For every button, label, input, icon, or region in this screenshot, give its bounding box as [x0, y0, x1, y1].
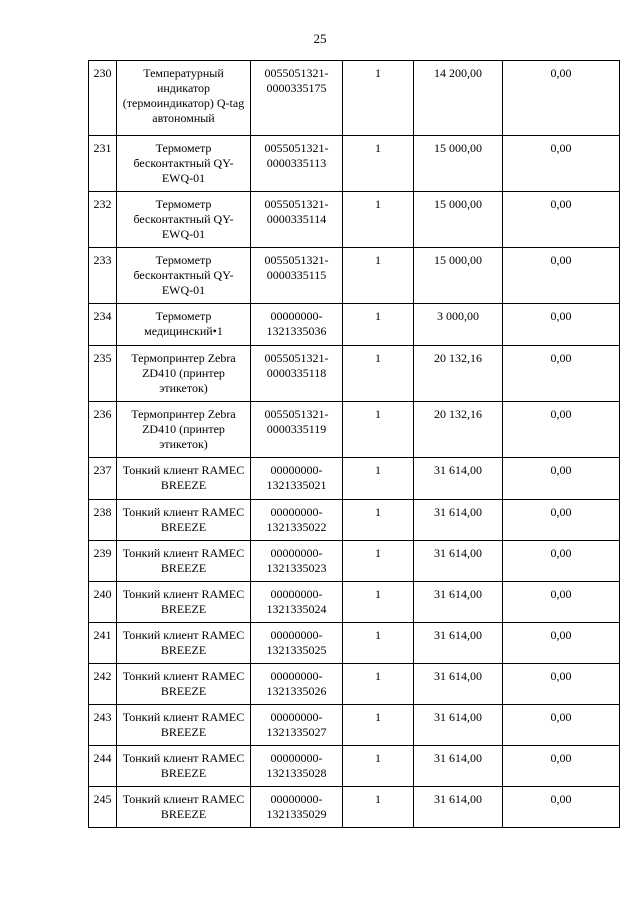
- item-name-cell: Термопринтер Zebra ZD410 (принтер этикеток): [117, 402, 251, 458]
- item-name-cell: Термометр бесконтактный QY-EWQ-01: [117, 248, 251, 304]
- residual-value-cell: 0,00: [503, 500, 620, 541]
- quantity-cell: 1: [343, 541, 414, 582]
- quantity-cell: 1: [343, 664, 414, 705]
- inventory-code-cell: 0055051321-0000335113: [251, 136, 343, 192]
- table-row: [89, 458, 620, 500]
- inventory-code-cell: 0055051321-0000335118: [251, 346, 343, 402]
- book-value-cell: 31 614,00: [414, 664, 503, 705]
- residual-value-cell: 0,00: [503, 346, 620, 402]
- item-name-cell: Тонкий клиент RAMEC BREEZE: [117, 582, 251, 623]
- quantity-cell: 1: [343, 623, 414, 664]
- item-name-cell: Термометр бесконтактный QY-EWQ-01: [117, 192, 251, 248]
- item-name-cell: Тонкий клиент RAMEC BREEZE: [117, 541, 251, 582]
- quantity-cell: 1: [343, 458, 414, 500]
- book-value-cell: 3 000,00: [414, 304, 503, 346]
- row-number-cell: 232: [89, 192, 117, 248]
- book-value-cell: 15 000,00: [414, 136, 503, 192]
- table-row: [89, 346, 620, 402]
- residual-value-cell: 0,00: [503, 746, 620, 787]
- inventory-code-cell: 0055051321-0000335115: [251, 248, 343, 304]
- quantity-cell: 1: [343, 346, 414, 402]
- row-number-cell: 233: [89, 248, 117, 304]
- book-value-cell: 31 614,00: [414, 582, 503, 623]
- row-number-cell: 240: [89, 582, 117, 623]
- inventory-code-cell: 00000000-1321335025: [251, 623, 343, 664]
- item-name-cell: Тонкий клиент RAMEC BREEZE: [117, 705, 251, 746]
- inventory-code-cell: 00000000-1321335027: [251, 705, 343, 746]
- inventory-code-cell: 00000000-1321335022: [251, 500, 343, 541]
- item-name-cell: Тонкий клиент RAMEC BREEZE: [117, 746, 251, 787]
- book-value-cell: 20 132,16: [414, 346, 503, 402]
- quantity-cell: 1: [343, 304, 414, 346]
- inventory-code-cell: 00000000-1321335026: [251, 664, 343, 705]
- inventory-code-cell: 00000000-1321335036: [251, 304, 343, 346]
- quantity-cell: 1: [343, 248, 414, 304]
- book-value-cell: 15 000,00: [414, 192, 503, 248]
- inventory-code-cell: 0055051321-0000335114: [251, 192, 343, 248]
- book-value-cell: 31 614,00: [414, 746, 503, 787]
- table-row: [89, 192, 620, 248]
- inventory-code-cell: 0055051321-0000335119: [251, 402, 343, 458]
- item-name-cell: Тонкий клиент RAMEC BREEZE: [117, 500, 251, 541]
- row-number-cell: 239: [89, 541, 117, 582]
- residual-value-cell: 0,00: [503, 787, 620, 828]
- residual-value-cell: 0,00: [503, 664, 620, 705]
- row-number-cell: 241: [89, 623, 117, 664]
- residual-value-cell: 0,00: [503, 623, 620, 664]
- quantity-cell: 1: [343, 705, 414, 746]
- quantity-cell: 1: [343, 582, 414, 623]
- table-row: [89, 61, 620, 136]
- row-number-cell: 245: [89, 787, 117, 828]
- quantity-cell: 1: [343, 500, 414, 541]
- book-value-cell: 15 000,00: [414, 248, 503, 304]
- residual-value-cell: 0,00: [503, 458, 620, 500]
- book-value-cell: 31 614,00: [414, 787, 503, 828]
- residual-value-cell: 0,00: [503, 61, 620, 136]
- table-row: [89, 787, 620, 828]
- table-row: [89, 664, 620, 705]
- inventory-code-cell: 00000000-1321335028: [251, 746, 343, 787]
- book-value-cell: 31 614,00: [414, 705, 503, 746]
- inventory-code-cell: 00000000-1321335029: [251, 787, 343, 828]
- row-number-cell: 244: [89, 746, 117, 787]
- quantity-cell: 1: [343, 61, 414, 136]
- book-value-cell: 31 614,00: [414, 500, 503, 541]
- residual-value-cell: 0,00: [503, 582, 620, 623]
- row-number-cell: 236: [89, 402, 117, 458]
- table-row: [89, 746, 620, 787]
- inventory-code-cell: 0055051321-0000335175: [251, 61, 343, 136]
- table-row: [89, 541, 620, 582]
- residual-value-cell: 0,00: [503, 248, 620, 304]
- item-name-cell: Тонкий клиент RAMEC BREEZE: [117, 787, 251, 828]
- row-number-cell: 242: [89, 664, 117, 705]
- page-number: 25: [313, 31, 327, 46]
- residual-value-cell: 0,00: [503, 136, 620, 192]
- quantity-cell: 1: [343, 136, 414, 192]
- quantity-cell: 1: [343, 402, 414, 458]
- row-number-cell: 231: [89, 136, 117, 192]
- inventory-code-cell: 00000000-1321335023: [251, 541, 343, 582]
- table-row: [89, 705, 620, 746]
- inventory-table-body: [89, 61, 620, 828]
- row-number-cell: 234: [89, 304, 117, 346]
- book-value-cell: 20 132,16: [414, 402, 503, 458]
- row-number-cell: 243: [89, 705, 117, 746]
- inventory-code-cell: 00000000-1321335021: [251, 458, 343, 500]
- item-name-cell: Термометр медицинский•1: [117, 304, 251, 346]
- inventory-table: [88, 60, 620, 828]
- table-row: [89, 500, 620, 541]
- table-row: [89, 248, 620, 304]
- residual-value-cell: 0,00: [503, 192, 620, 248]
- residual-value-cell: 0,00: [503, 705, 620, 746]
- row-number-cell: 237: [89, 458, 117, 500]
- row-number-cell: 235: [89, 346, 117, 402]
- quantity-cell: 1: [343, 787, 414, 828]
- book-value-cell: 14 200,00: [414, 61, 503, 136]
- item-name-cell: Тонкий клиент RAMEC BREEZE: [117, 623, 251, 664]
- row-number-cell: 238: [89, 500, 117, 541]
- inventory-code-cell: 00000000-1321335024: [251, 582, 343, 623]
- book-value-cell: 31 614,00: [414, 541, 503, 582]
- item-name-cell: Тонкий клиент RAMEC BREEZE: [117, 458, 251, 500]
- table-row: [89, 402, 620, 458]
- table-row: [89, 136, 620, 192]
- book-value-cell: 31 614,00: [414, 458, 503, 500]
- quantity-cell: 1: [343, 192, 414, 248]
- table-row: [89, 304, 620, 346]
- row-number-cell: 230: [89, 61, 117, 136]
- item-name-cell: Термопринтер Zebra ZD410 (принтер этикеток): [117, 346, 251, 402]
- item-name-cell: Температурный индикатор (термоиндикатор) Q-tag автономный: [117, 61, 251, 136]
- table-row: [89, 582, 620, 623]
- residual-value-cell: 0,00: [503, 402, 620, 458]
- book-value-cell: 31 614,00: [414, 623, 503, 664]
- table-row: [89, 623, 620, 664]
- residual-value-cell: 0,00: [503, 541, 620, 582]
- quantity-cell: 1: [343, 746, 414, 787]
- residual-value-cell: 0,00: [503, 304, 620, 346]
- item-name-cell: Тонкий клиент RAMEC BREEZE: [117, 664, 251, 705]
- item-name-cell: Термометр бесконтактный QY-EWQ-01: [117, 136, 251, 192]
